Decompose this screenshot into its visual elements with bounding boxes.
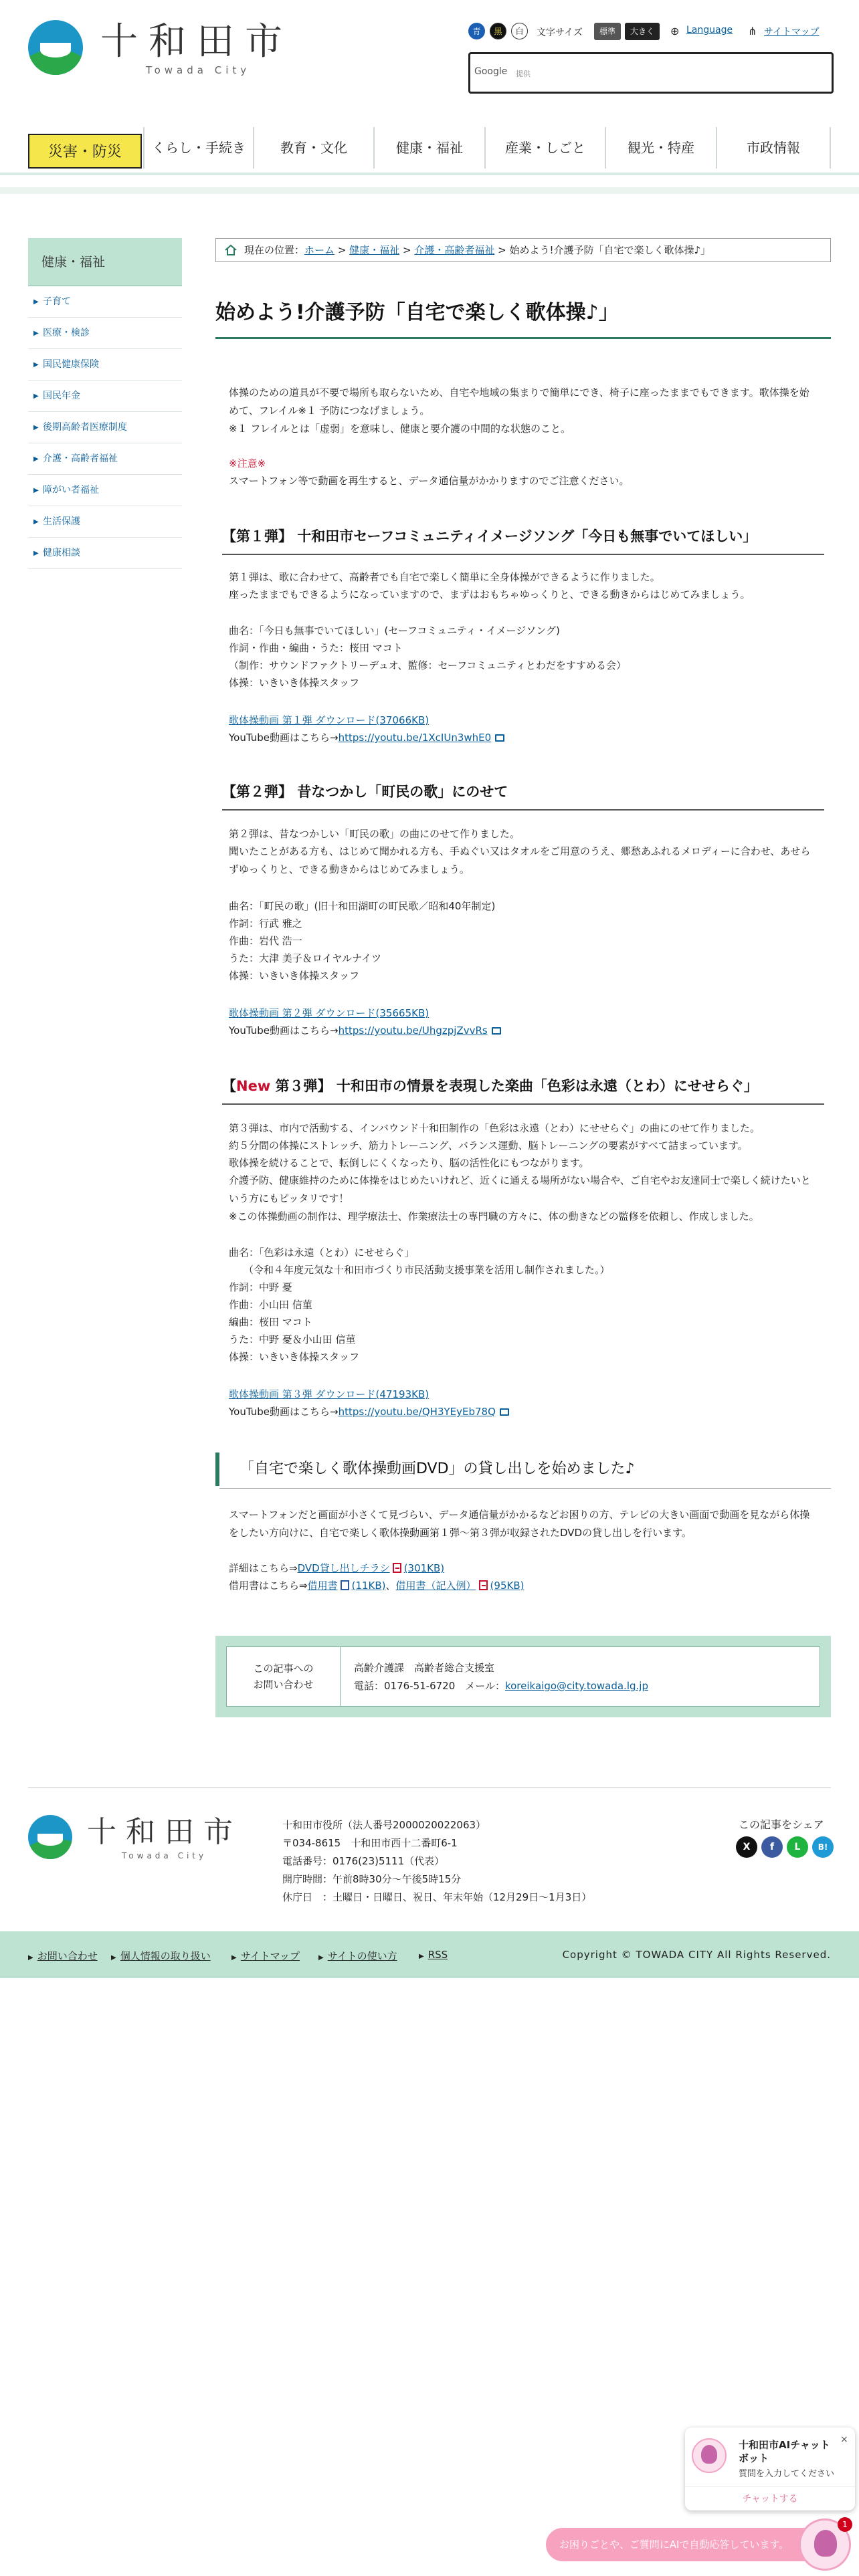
search-input[interactable]: 提供 (516, 70, 531, 78)
footer-link-rss[interactable] (419, 1949, 448, 1961)
font-large-button[interactable]: 大きく (625, 23, 660, 40)
nav-divider (0, 173, 859, 175)
chevron-right-icon: ▶ (318, 1954, 324, 1961)
share-label: この記事をシェア (739, 1818, 824, 1831)
footer-logo-name: 十和田市 (87, 1815, 242, 1849)
notice-heading: ※注意※ (229, 457, 266, 469)
contact-body (354, 1659, 648, 1695)
footer-phone: 電話番号：0176(23)5111（代表） (282, 1855, 445, 1867)
section3-text5: ※この体操動画の制作は、理学療法士、作業療法士の専門職の方々に、体の動きなどの監修を依頼し、作成しました。 (229, 1210, 759, 1222)
section2-text1: 第２弾は、昔なつかしい「町民の歌」の曲にのせて作りました。 (229, 828, 520, 840)
sitemap-link[interactable]: サイトマップ (764, 27, 820, 37)
section3-singer: うた：中野 憂＆小山田 信菫 (229, 1333, 356, 1346)
contact-label (227, 1647, 341, 1706)
chevron-right-icon: ▶ (419, 1953, 424, 1960)
dvd-flyer-link[interactable]: DVD貸し出しチラシ (297, 1562, 390, 1574)
chevron-right-icon: ▶ (33, 330, 39, 337)
sidebar-item-pension[interactable] (28, 381, 182, 412)
section3-song: 曲名：「色彩は永遠（とわ）にせせらぐ」 (229, 1247, 415, 1259)
sidebar-item-label: 健康相談 (43, 548, 80, 558)
notification-badge: 1 (838, 2517, 852, 2532)
chevron-right-icon: ▶ (111, 1954, 116, 1961)
section3-youtube-link[interactable]: https://youtu.be/QH3YEyEb78Q (338, 1406, 496, 1418)
chatbot-title: 十和田市AIチャットボット (739, 2439, 830, 2464)
section3-text1: 第３弾は、市内で活動する、インバウンド十和田制作の「色彩は永遠（とわ）にせせらぐ」の曲にのせて作りました。 (229, 1122, 760, 1134)
borrow-form-size[interactable]: (11KB) (351, 1580, 386, 1592)
color-white-button[interactable]: 白 (511, 23, 528, 39)
section1-exercise: 体操：いきいき体操スタッフ (229, 677, 360, 689)
footer-divider (28, 1787, 831, 1788)
sidebar-item-welfare[interactable] (28, 506, 182, 538)
footer-info (282, 1816, 591, 1907)
sidebar-item-consultation[interactable] (28, 538, 182, 569)
color-black-button[interactable]: 黒 (490, 23, 506, 39)
chevron-right-icon: ▶ (33, 518, 39, 526)
copyright: Copyright © TOWADA CITY All Rights Reserved. (562, 1949, 831, 1961)
chevron-right-icon: ▶ (33, 550, 39, 557)
section3-heading-text: 第３弾】 十和田市の情景を表現した楽曲「色彩は永遠（とわ）にせせらぐ」 (270, 1078, 758, 1094)
footer-link-label: お問い合わせ (37, 1950, 98, 1962)
dvd-form-row (229, 1577, 818, 1595)
sidebar-title: 健康・福祉 (28, 238, 182, 286)
borrow-form-sample-size[interactable]: (95KB) (490, 1580, 524, 1592)
section1-youtube-row (229, 729, 818, 747)
sidebar-item-health-insurance[interactable] (28, 349, 182, 381)
close-icon[interactable]: × (840, 2434, 848, 2445)
footer-link-label: サイトの使い方 (327, 1950, 397, 1962)
contact-dept: 高齢介護課 高齢者総合支援室 (354, 1662, 495, 1674)
line-share-icon[interactable]: L (787, 1836, 808, 1858)
chevron-right-icon: ▶ (33, 298, 39, 306)
search-box[interactable] (468, 52, 834, 94)
section2-composer: 作曲：岩代 浩一 (229, 935, 302, 947)
page-title: 始めよう!介護予防「自宅で楽しく歌体操♪」 (215, 300, 831, 339)
footer-link-sitemap[interactable] (231, 1949, 300, 1963)
section3-text3: 歌体操を続けることで、転倒しにくくなったり、脳の活性化にもつながります。 (229, 1157, 589, 1169)
chatbot-avatar-icon (692, 2438, 727, 2473)
chevron-right-icon: ▶ (33, 455, 39, 463)
section2-download-link[interactable]: 歌体操動画 第２弾 ダウンロード(35665KB) (229, 1007, 430, 1019)
section2-singer: うた：大津 美子＆ロイヤルナイツ (229, 952, 382, 964)
language-link[interactable]: Language (686, 25, 733, 35)
breadcrumb-home[interactable]: ホーム (304, 244, 335, 256)
footer-logo[interactable] (28, 1814, 249, 1867)
sidebar-item-label: 医療・検診 (43, 328, 90, 338)
section3-heading (222, 1071, 824, 1105)
home-icon (224, 243, 237, 257)
section3-arranger: 編曲：桜田 マコト (229, 1316, 312, 1328)
towada-logo-mark-icon (28, 1815, 72, 1859)
footer-hours: 開庁時間：午前8時30分～午後5時15分 (282, 1873, 462, 1885)
new-badge: New (236, 1078, 271, 1094)
site-header (0, 0, 859, 117)
breadcrumb-nursing[interactable]: 介護・高齢者福祉 (414, 244, 495, 256)
section2-youtube-row (229, 1022, 818, 1040)
contact-label-line1: この記事への (253, 1662, 314, 1675)
utility-bar (468, 23, 843, 43)
dvd-form-prefix: 借用書はこちら⇒ (229, 1580, 308, 1592)
sidebar-item-disability[interactable] (28, 475, 182, 506)
facebook-share-icon[interactable]: f (761, 1836, 783, 1858)
breadcrumb-sep: > (498, 244, 506, 256)
footer-closed: 休庁日 ：土曜日・日曜日、祝日、年末年始（12月29日～1月3日） (282, 1891, 592, 1903)
breadcrumb-current: 始めよう!介護予防「自宅で楽しく歌体操♪」 (509, 244, 711, 256)
contact-label-line2: お問い合わせ (253, 1679, 314, 1691)
breadcrumb (215, 238, 831, 262)
nav-item-city-info[interactable]: 市政情報 (716, 127, 831, 169)
borrow-form-sample-link[interactable]: 借用書（記入例） (395, 1580, 476, 1592)
comma-separator: 、 (385, 1580, 396, 1592)
section1-production: （制作：サウンドファクトリーデュオ、監修：セーフコミュニティとわだをすすめる会） (229, 659, 627, 671)
contact-inner (226, 1646, 820, 1707)
sitemap-icon: ⋔ (748, 25, 757, 37)
section3-youtube-row (229, 1403, 818, 1421)
youtube-prefix: YouTube動画はこちら→ (229, 1025, 339, 1037)
contact-tel: 電話：0176-51-6720 メール： (354, 1680, 505, 1692)
section3-download-row (229, 1386, 818, 1404)
section2-download-row (229, 1004, 818, 1023)
nav-item-industry[interactable]: 産業・しごと (484, 127, 605, 169)
contact-box (215, 1636, 831, 1717)
dvd-text: スマートフォンだと画面が小さくて見づらい、データ通信量がかかるなどお困りの方、テレビの大きい画面で動画を見ながら体操をしたい方向けに、自宅で楽しく歌体操動画第１弾～第３弾が収録されたDVDの貸し出しを行います。 (229, 1509, 810, 1539)
towada-logo-mark-icon (28, 20, 83, 75)
global-nav (0, 127, 859, 175)
borrow-form-link[interactable]: 借用書 (307, 1580, 338, 1592)
footer-link-label: 個人情報の取り扱い (120, 1950, 211, 1962)
section3-song-note: （令和４年度元気な十和田市づくり市民活動支援事業を活用し制作されました。） (244, 1264, 610, 1276)
nav-item-education[interactable]: 教育・文化 (253, 127, 373, 169)
chatbot-banner[interactable]: お困りごとや、ご質問にAIで自動応答しています。 (546, 2528, 819, 2561)
footer-link-label: RSS (427, 1949, 448, 1961)
section2-heading: 【第２弾】 昔なつかし「町民の歌」にのせて (222, 777, 824, 811)
sidebar-item-childcare[interactable] (28, 286, 182, 318)
sidebar-item-label: 生活保護 (43, 516, 80, 527)
section1-download-row (229, 712, 818, 730)
hatena-share-icon[interactable]: B! (812, 1836, 834, 1858)
nav-item-tourism[interactable]: 観光・特産 (605, 127, 716, 169)
dvd-flyer-size[interactable]: (301KB) (403, 1562, 445, 1574)
dvd-heading: 「自宅で楽しく歌体操動画DVD」の貸し出しを始めました♪ (215, 1453, 831, 1486)
chevron-right-icon: ▶ (33, 424, 39, 431)
breadcrumb-prefix: 現在の位置： (244, 244, 305, 256)
sidebar-item-label: 国民健康保険 (43, 359, 99, 370)
external-link-icon (492, 1027, 501, 1035)
footer-office: 十和田市役所（法人番号2000020022063） (282, 1819, 486, 1831)
section2-exercise: 体操：いきいき体操スタッフ (229, 970, 360, 982)
nav-disaster-button[interactable]: 災害・防災 (28, 134, 142, 169)
section3-composer: 作曲：小山田 信菫 (229, 1299, 312, 1311)
sidebar-item-label: 介護・高齢者福祉 (43, 453, 118, 464)
sidebar-item-label: 障がい者福祉 (43, 485, 99, 496)
footer-logo-subtitle: Towada City (122, 1851, 207, 1860)
section2-youtube-link[interactable]: https://youtu.be/UhgzpjZvvRs (338, 1025, 488, 1037)
chatbot-prompt: 質問を入力してください (739, 2469, 835, 2479)
section1-writer: 作詞・作曲・編曲・うた：桜田 マコト (229, 642, 403, 654)
logo-subtitle: Towada City (146, 64, 251, 76)
header-band (0, 187, 859, 194)
logo-name: 十和田市 (100, 20, 293, 64)
font-size-label: 文字サイズ (537, 27, 583, 38)
section1-song: 曲名：「今日も無事でいてほしい」(セーフコミュニティ・イメージソング) (229, 625, 560, 637)
section1-download-link[interactable]: 歌体操動画 第１弾 ダウンロード(37066KB) (229, 714, 430, 726)
section2-text2: 聞いたことがある方も、はじめて聞かれる方も、手ぬぐい又はタオルをご用意のうえ、郷愁あふれるメロディーに合わせ、あせらずゆっくりと、できる動きからはじめてみましょう。 (229, 845, 811, 875)
word-file-icon (341, 1580, 349, 1590)
footer-link-contact[interactable] (28, 1949, 98, 1963)
search-brand: Google (474, 66, 508, 77)
breadcrumb-health[interactable]: 健康・福祉 (349, 244, 400, 256)
notice-text: スマートフォン等で動画を再生すると、データ通信量がかかりますのでご注意ください。 (229, 475, 630, 487)
section1-heading: 【第１弾】 十和田市セーフコミュニティイメージソング「今日も無事でいてほしい」 (222, 522, 824, 555)
chatbot-card[interactable] (685, 2428, 855, 2510)
contact-email-link[interactable]: koreikaigo@city.towada.lg.jp (504, 1680, 648, 1692)
youtube-prefix: YouTube動画はこちら→ (229, 1406, 339, 1418)
pdf-icon (479, 1580, 488, 1590)
nav-item-health[interactable]: 健康・福祉 (373, 127, 484, 169)
color-blue-button[interactable]: 青 (468, 23, 485, 39)
youtube-prefix: YouTube動画はこちら→ (229, 732, 339, 744)
section3-text4: 介護予防、健康維持のために体操をはじめたいけれど、近くに通える場所がない場合や、ご自宅やお友達同士で楽しく続けたいという方にもピッタリです！ (229, 1174, 811, 1204)
section1-text1: 第１弾は、歌に合わせて、高齢者でも自宅で楽しく簡単に全身体操ができるように作りました。 (229, 571, 660, 583)
globe-icon: ⊕ (670, 25, 680, 37)
site-logo[interactable] (28, 19, 296, 79)
section2-lyricist: 作詞：行武 雅之 (229, 918, 302, 930)
external-link-icon (495, 734, 504, 742)
section1-text2: 座ったままでもできるようになっていますので、まずはおもちゃゆっくりと、できる動きからはじめてみましょう。 (229, 588, 751, 601)
chevron-right-icon: ▶ (231, 1954, 237, 1961)
breadcrumb-sep: > (402, 244, 411, 256)
section3-exercise: 体操：いきいき体操スタッフ (229, 1351, 360, 1363)
chevron-right-icon: ▶ (33, 361, 39, 368)
font-standard-button[interactable]: 標準 (594, 23, 621, 40)
chevron-right-icon: ▶ (33, 487, 39, 494)
sidebar-item-label: 後期高齢者医療制度 (43, 422, 127, 433)
contact-tel-row (354, 1677, 648, 1695)
section3-text2: 約５分間の体操にストレッチ、筋力トレーニング、バランス運動、脳トレーニングの要素がすべて詰まっています。 (229, 1140, 748, 1152)
chat-start-button[interactable]: チャットする (685, 2486, 855, 2510)
intro-note: ※１ フレイルとは「虚弱」を意味し、健康と要介護の中間的な状態のこと。 (229, 423, 571, 435)
heading-bracket: 【 (222, 1078, 236, 1094)
footer-bar (0, 1931, 859, 1978)
section3-download-link[interactable]: 歌体操動画 第３弾 ダウンロード(47193KB) (229, 1388, 430, 1400)
sidebar-item-nursing-care[interactable] (28, 443, 182, 475)
sidebar-item-medical[interactable] (28, 318, 182, 349)
footer-link-usage[interactable] (318, 1949, 397, 1963)
footer-link-label: サイトマップ (240, 1950, 300, 1962)
dvd-detail-row (229, 1560, 818, 1578)
footer-address: 〒034-8615 十和田市西十二番町6-1 (282, 1837, 458, 1849)
intro-text: 体操のための道具が不要で場所も取らないため、自宅や地域の集まりで簡単にでき、椅子に座ったままでもできます。歌体操を始めて、フレイル※１ 予防につなげましょう。 (229, 387, 809, 417)
section3-lyricist: 作詞：中野 憂 (229, 1281, 292, 1293)
dvd-detail-prefix: 詳細はこちら⇒ (229, 1562, 298, 1574)
external-link-icon (500, 1408, 509, 1416)
pdf-icon (393, 1563, 401, 1573)
breadcrumb-sep: > (337, 244, 347, 256)
chevron-right-icon: ▶ (28, 1954, 33, 1961)
section2-song: 曲名：「町民の歌」(旧十和田湖町の町民歌／昭和40年制定) (229, 900, 496, 912)
section1-youtube-link[interactable]: https://youtu.be/1XcIUn3whE0 (338, 732, 492, 744)
sidebar-item-elderly-medical[interactable] (28, 412, 182, 443)
nav-item-living[interactable]: くらし・手続き (143, 127, 253, 169)
x-share-icon[interactable]: X (736, 1836, 757, 1858)
footer-link-privacy[interactable] (111, 1949, 211, 1963)
sidebar-item-label: 国民年金 (43, 391, 80, 401)
chevron-right-icon: ▶ (33, 393, 39, 400)
sidebar (28, 238, 182, 569)
sidebar-item-label: 子育て (43, 296, 71, 307)
